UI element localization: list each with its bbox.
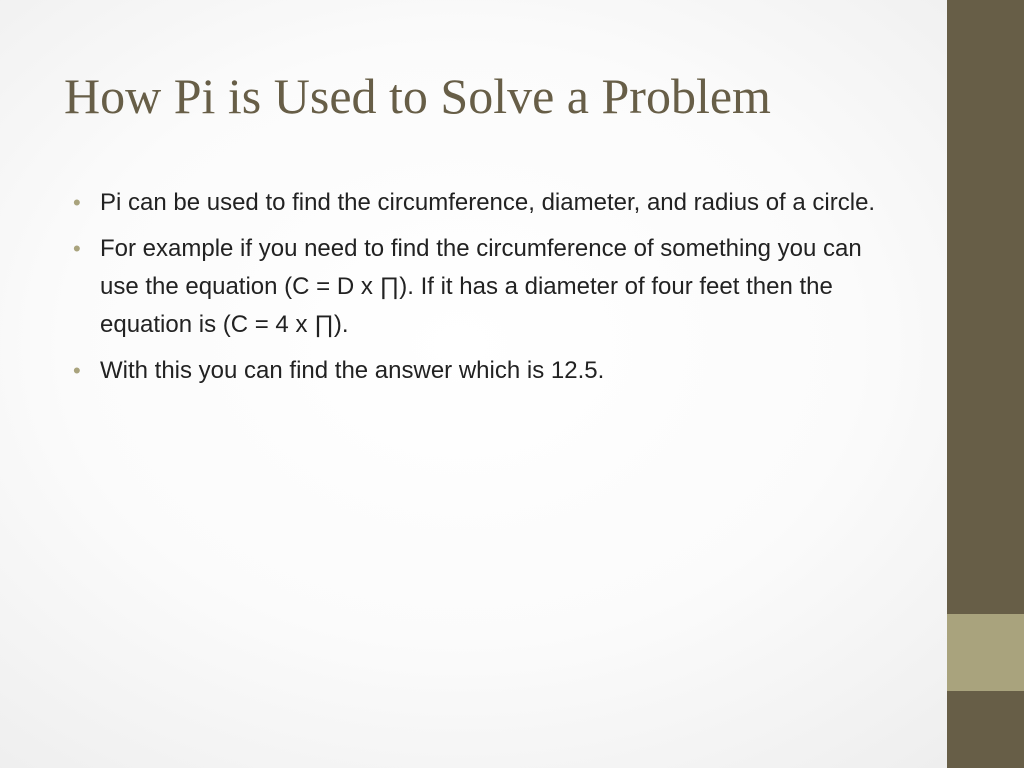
slide-title: How Pi is Used to Solve a Problem [64,68,771,124]
bullet-dot-icon: • [73,190,81,215]
bullet-item [73,352,905,390]
bullet-dot-icon: • [73,358,81,383]
bullet-text: Pi can be used to find the circumference, diameter, and radius of a circle. [100,189,876,216]
bullet-item [73,184,905,222]
bullet-item [73,230,905,344]
bullet-list [73,184,905,398]
bullet-dot-icon: • [73,236,81,261]
decorative-side-accent [947,614,1024,691]
bullet-text: With this you can find the answer which is 12.5. [100,357,605,384]
bullet-text: For example if you need to find the circumference of something you can use the equation (C = D x ∏). If it has a diameter of four feet then the equation is (C = 4 x ∏). [100,235,862,338]
